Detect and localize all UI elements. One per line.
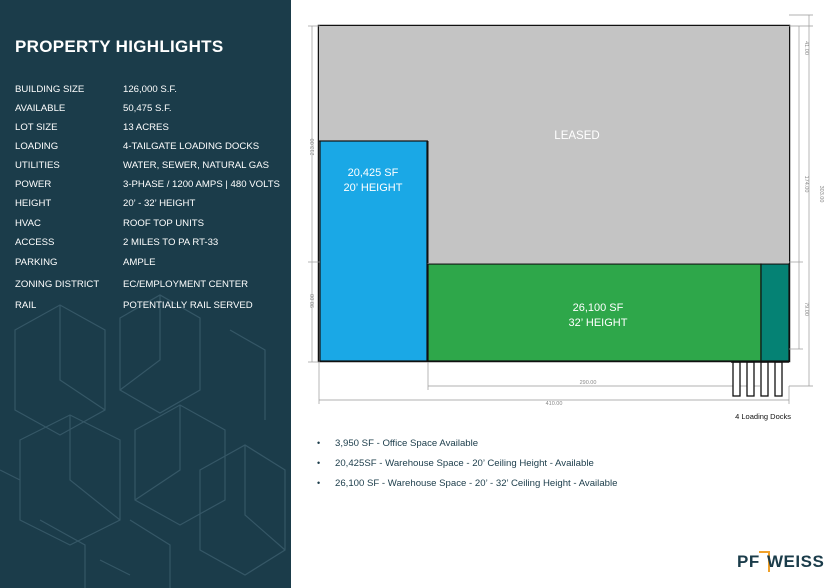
loading-dock [747,362,754,396]
office-space [761,264,789,361]
highlight-value: EC/EMPLOYMENT CENTER [123,279,249,290]
dimension-right-total: 303.00 [818,185,824,203]
highlight-label: POWER [15,179,52,190]
highlight-value: 50,475 S.F. [123,103,172,114]
highlight-value: AMPLE [123,257,156,268]
highlight-label: ZONING DISTRICT [15,279,100,290]
list-item-text: 3,950 SF - Office Space Available [335,438,479,449]
space-20425-area-label: 20,425 SF [347,167,399,179]
loading-dock [775,362,782,396]
highlight-label: BUILDING SIZE [15,84,85,95]
highlight-label: PARKING [15,257,58,268]
loading-docks-label: 4 Loading Docks [735,412,791,421]
highlight-value: WATER, SEWER, NATURAL GAS [123,160,270,171]
highlight-label: UTILITIES [15,160,60,171]
loading-docks [731,362,789,396]
dimension-right-bottom: 79.00 [803,302,809,316]
highlight-label: RAIL [15,300,37,311]
highlight-value: POTENTIALLY RAIL SERVED [123,300,253,311]
highlight-label: LOADING [15,141,59,152]
highlight-label: LOT SIZE [15,122,58,133]
panel-title: PROPERTY HIGHLIGHTS [15,37,224,56]
highlight-label: HEIGHT [15,198,52,209]
highlight-value: 126,000 S.F. [123,84,177,95]
loading-dock [733,362,740,396]
dimension-right-top: 41.00 [803,41,809,55]
highlight-label: HVAC [15,218,41,229]
space-26100-height-label: 32’ HEIGHT [568,317,628,329]
loading-dock [761,362,768,396]
highlight-value: 3-PHASE / 1200 AMPS | 480 VOLTS [123,179,280,190]
logo-text-weiss: WEISS [767,552,825,571]
dimension-right-mid: 174.00 [803,175,809,193]
dimension-left-top: 213.00 [310,138,316,156]
bullet-icon: • [317,458,321,468]
highlight-value: 13 ACRES [123,122,169,133]
highlight-value: 20’ - 32’ HEIGHT [123,198,196,209]
highlight-value: 4-TAILGATE LOADING DOCKS [123,141,260,152]
logo-text-pf: PF [737,552,760,571]
leased-label: LEASED [554,130,600,142]
list-item-text: 26,100 SF - Warehouse Space - 20’ - 32’ Ceiling Height - Available [335,478,618,489]
bullet-icon: • [317,478,321,488]
highlight-label: AVAILABLE [15,103,66,114]
highlight-value: 2 MILES TO PA RT-33 [123,237,219,248]
dimension-bottom-total: 410.00 [545,401,563,407]
space-20425-height-label: 20’ HEIGHT [343,182,403,194]
bullet-icon: • [317,438,321,448]
highlight-value: ROOF TOP UNITS [123,218,205,229]
space-26100-area-label: 26,100 SF [572,302,624,314]
dimension-left-bottom: 90.00 [310,294,316,308]
highlight-label: ACCESS [15,237,55,248]
list-item-text: 20,425SF - Warehouse Space - 20’ Ceiling Height - Available [335,458,594,469]
dimension-bottom-inner: 290.00 [579,380,597,386]
